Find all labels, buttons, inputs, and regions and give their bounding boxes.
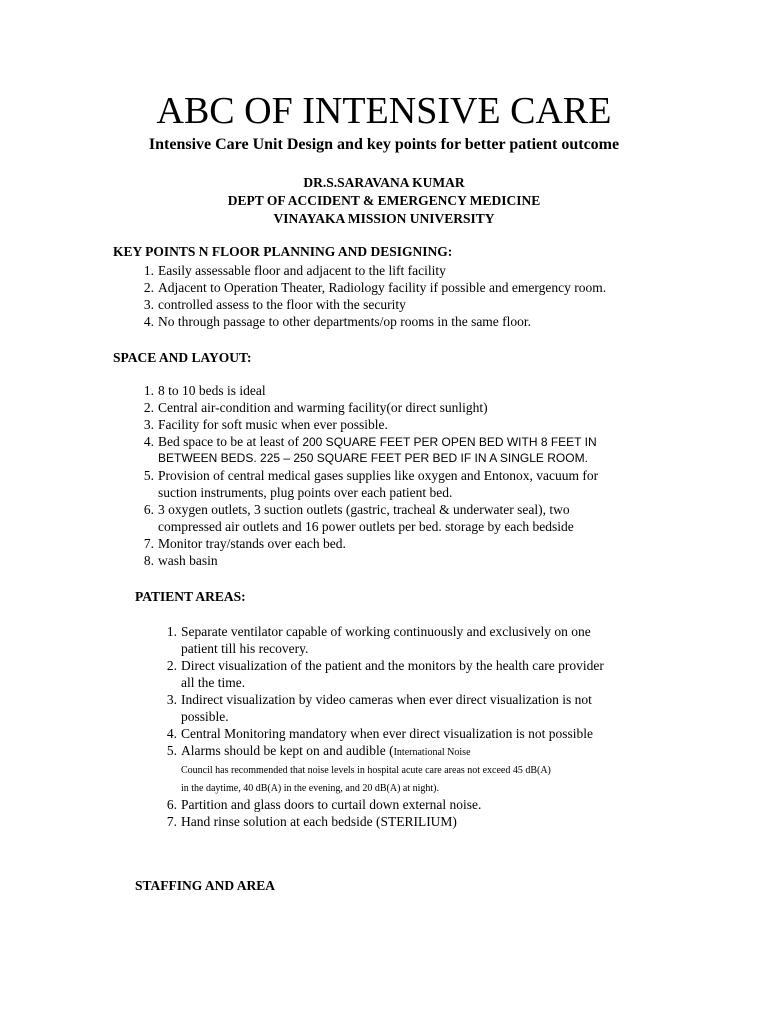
list-item: 1. Separate ventilator capable of working continuously and exclusively on one patient till his recovery. (166, 624, 591, 656)
list-item: 4. Bed space to be at least of 200 SQUARE FEET PER OPEN BED WITH 8 FEET IN BETWEEN BEDS. 225 – 250 SQUARE FEET PER BED IF IN A SINGLE ROOM. (143, 434, 597, 465)
list-item: 1. 8 to 10 beds is ideal (143, 383, 266, 398)
list-item: 2. Adjacent to Operation Theater, Radiology facility if possible and emergency room. (143, 280, 607, 295)
list-item: 7. Hand rinse solution at each bedside (STERILIUM) (166, 814, 457, 829)
section-heading-patient-areas: PATIENT AREAS: (135, 589, 246, 604)
list-item: 5. Provision of central medical gases supplies like oxygen and Entonox, vacuum for suction instruments, plug points over each patient bed. (143, 468, 599, 500)
author-department: DEPT OF ACCIDENT & EMERGENCY MEDICINE (227, 193, 541, 208)
list-item: 4. No through passage to other departments/op rooms in the same floor. (143, 314, 532, 329)
space-layout-list (143, 382, 599, 569)
list-item: 7. Monitor tray/stands over each bed. (143, 536, 346, 551)
section-heading-space-layout: SPACE AND LAYOUT: (113, 350, 252, 365)
section-heading-floor-planning: KEY POINTS N FLOOR PLANNING AND DESIGNING: (113, 244, 453, 259)
list-item: 3. Facility for soft music when ever possible. (143, 417, 388, 432)
list-item: 2. Central air-condition and warming facility(or direct sunlight) (143, 400, 488, 415)
list-item: 3. Indirect visualization by video cameras when ever direct visualization is not possible. (166, 692, 592, 724)
list-item: 6. 3 oxygen outlets, 3 suction outlets (gastric, tracheal & underwater seal), two compressed air outlets and 16 power outlets per bed. storage by each bedside (143, 502, 574, 534)
floor-planning-list (143, 262, 607, 330)
list-item: 1. Easily assessable floor and adjacent to the lift facility (143, 263, 446, 278)
patient-areas-list (166, 623, 604, 830)
section-heading-staffing: STAFFING AND AREA (135, 878, 276, 893)
list-item: 4. Central Monitoring mandatory when ever direct visualization is not possible (166, 726, 594, 741)
list-item: 3. controlled assess to the floor with the security (143, 297, 406, 312)
list-item: 2. Direct visualization of the patient and the monitors by the health care provider all the time. (166, 658, 604, 690)
list-item: 5. Alarms should be kept on and audible (International Noise Council has recommended that noise levels in hospital acute care areas not exceed 45 dB(A) in the daytime, 40 dB(A) in the evening, and 20 dB(A) at night). (166, 743, 551, 794)
document-subtitle: Intensive Care Unit Design and key points for better patient outcome (148, 136, 620, 153)
author-name: DR.S.SARAVANA KUMAR (303, 175, 465, 190)
list-item: 6. Partition and glass doors to curtail down external noise. (166, 797, 482, 812)
document-title: ABC OF INTENSIVE CARE (156, 90, 612, 132)
list-item: 8. wash basin (143, 553, 218, 568)
author-university: VINAYAKA MISSION UNIVERSITY (273, 211, 495, 226)
